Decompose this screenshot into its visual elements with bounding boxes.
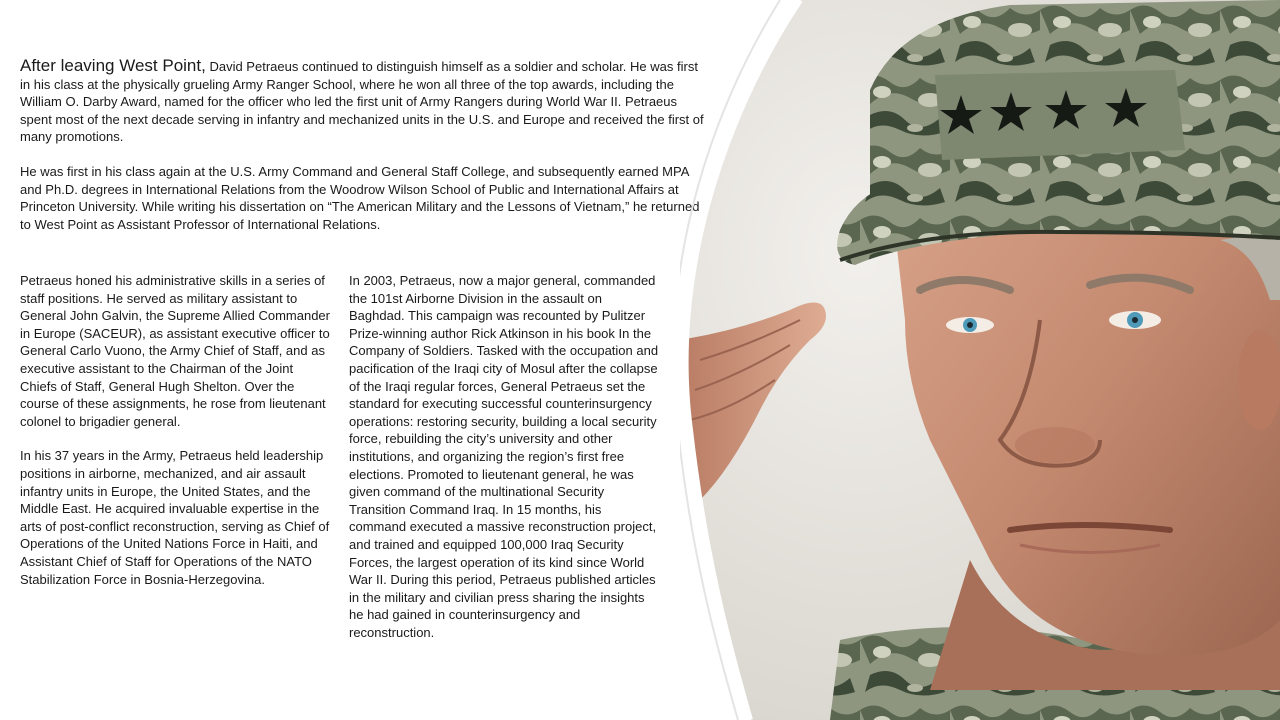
intro-paragraph-1-text: David Petraeus continued to distinguish himself as a soldier and scholar. He was first in his class at the physically grueling Army Ranger School, where he won all three of the top awards, including the William O. Darby Award, named for the officer who led the first unit of Army Rangers during World War II. Petraeus spent most of the next decade serving in infantry and mechanized units in the U.S. and Europe and received the first of many promotions. [20,59,704,145]
general-portrait-photo [680,0,1280,720]
left-column-paragraph-1: Petraeus honed his administrative skills in a series of staff positions. He served as military assistant to General John Galvin, the Supreme Allied Commander in Europe (SACEUR), as assistant executive officer to General Carlo Vuono, the Army Chief of Staff, and as executive assistant to the Chairman of the Joint Chiefs of Staff, General Hugh Shelton. Over the course of these assignments, he rose from lieutenant colonel to brigadier general. [20,273,330,429]
left-column-paragraph-2: In his 37 years in the Army, Petraeus held leadership positions in airborne, mechanized, and air assault infantry units in Europe, the United States, and the Middle East. He acquired invaluable expertise in the arts of post-conflict reconstruction, serving as Chief of Operations of the United Nations Force in Haiti, and Assistant Chief of Staff for Operations of the NATO Stabilization Force in Bosnia-Herzegovina. [20,448,330,587]
portrait-illustration [680,0,1280,720]
intro-section [20,57,710,250]
intro-lead: After leaving West Point, [20,56,206,75]
intro-paragraph-1 [20,57,710,146]
intro-paragraph-2: He was first in his class again at the U.S. Army Command and General Staff College, and subsequently earned MPA and Ph.D. degrees in International Relations from the Woodrow Wilson School of Public and International Affairs at Princeton University. While writing his dissertation on “The American Military and the Lessons of Vietnam,” he returned to West Point as Assistant Professor of International Relations. [20,163,700,232]
right-column [349,272,661,658]
right-column-paragraph-1: In 2003, Petraeus, now a major general, commanded the 101st Airborne Division in the assault on Baghdad. This campaign was recounted by Pulitzer Prize-winning author Rick Atkinson in his book In the Company of Soldiers. Tasked with the occupation and pacification of the Iraqi city of Mosul after the collapse of the Iraqi regular forces, General Petraeus set the standard for executing successful counterinsurgency operations: restoring security, building a local security force, rebuilding the city’s university and other institutions, and organizing the region’s first free elections. Promoted to lieutenant general, he was given command of the multinational Security Transition Command Iraq. In 15 months, his command executed a massive reconstruction project, and trained and equipped 100,000 Iraq Security Forces, the largest operation of its kind since World War II. During this period, Petraeus published articles in the military and civilian press sharing the insights he had gained in counterinsurgency and reconstruction. [349,273,659,640]
left-column [20,272,332,605]
